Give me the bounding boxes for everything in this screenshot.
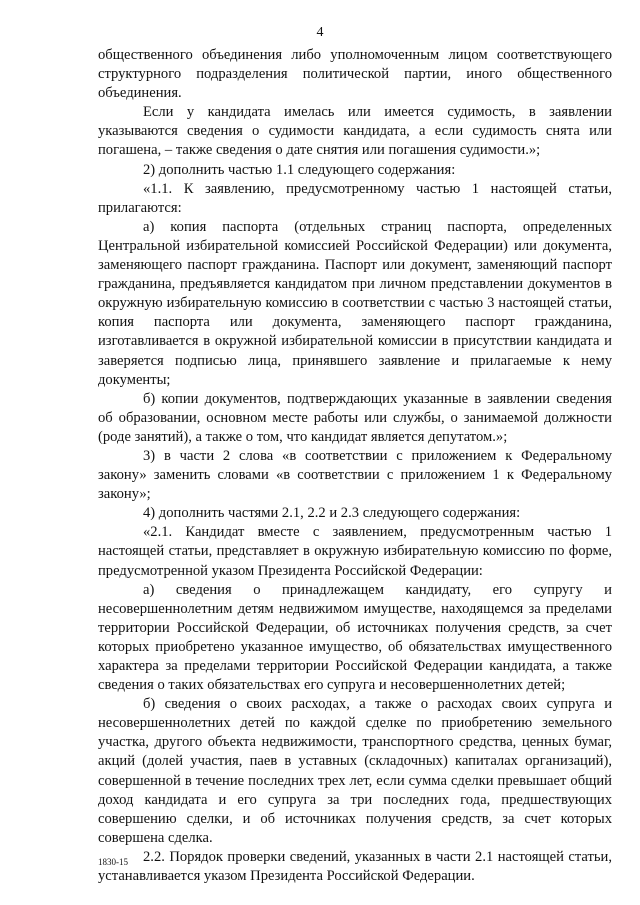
document-body — [98, 46, 612, 886]
paragraph: а) сведения о принадлежащем кандидату, его супругу и несовершеннолетним детям недвижимом имуществе, находящемся за пределами территории Российской Федерации, об источниках получения средств, за счет которых приобретено указанное имущество, об обязательствах имущественного характера за пределами территории Российской Федерации кандидата, а также сведения о таких обязательствах его супруга и несовершеннолетних детей; — [98, 581, 612, 694]
page-number: 4 — [316, 25, 324, 40]
paragraph: общественного объединения либо уполномоченным лицом соответствующего структурного подразделения политической партии, иного общественного объединения. — [98, 47, 612, 102]
paragraph: Если у кандидата имелась или имеется судимость, в заявлении указываются сведения о судимости кандидата, а если судимость снята или погашена, – также сведения о дате снятия или погашения судимости.»; — [98, 104, 612, 159]
paragraph: 4) дополнить частями 2.1, 2.2 и 2.3 следующего содержания: — [143, 505, 521, 522]
paragraph: б) копии документов, подтверждающих указанные в заявлении сведения об образовании, основном месте работы или службы, о занимаемой должности (роде занятий), а также о том, что кандидат является депутатом.»; — [98, 390, 612, 445]
footer-code: 1830-15 — [98, 857, 128, 867]
paragraph: «1.1. К заявлению, предусмотренному частью 1 настоящей статьи, прилагаются: — [98, 180, 612, 216]
paragraph: 2) дополнить частью 1.1 следующего содержания: — [143, 161, 456, 178]
paragraph: б) сведения о своих расходах, а также о расходах своих супруга и несовершеннолетних детей по каждой сделке по приобретению земельного участка, другого объекта недвижимости, транспортного средства, ценных бумаг, акций (долей участия, паев в уставных (складочных) капиталах организаций), совершенной в течение последних трех лет, если сумма сделки превышает общий доход кандидата и его супруга за три последних года, предшествующих совершению сделки, и об источниках получения средств, за счет которых совершена сделка. — [98, 696, 612, 846]
paragraph: «2.1. Кандидат вместе с заявлением, предусмотренным частью 1 настоящей статьи, представляет в окружную избирательную комиссию по форме, предусмотренной указом Президента Российской Федерации: — [98, 524, 612, 579]
paragraph: 2.2. Порядок проверки сведений, указанных в части 2.1 настоящей статьи, устанавливается указом Президента Российской Федерации. — [98, 848, 612, 885]
paragraph: 3) в части 2 слова «в соответствии с приложением к Федеральному закону» заменить словами «в соответствии с приложением 1 к Федеральному закону»; — [98, 447, 612, 503]
paragraph: а) копия паспорта (отдельных страниц паспорта, определенных Центральной избирательной комиссией Российской Федерации) или документа, заменяющего паспорт гражданина. Паспорт или документ, заменяющий паспорт гражданина, предъявляется кандидатом при личном представлении документов в окружную избирательную комиссию в соответствии с частью 3 настоящей статьи, копия паспорта или документа, заменяющего паспорт гражданина, изготавливается в окружной избирательной комиссии в присутствии кандидата и заверяется подписью лица, принявшего заявление и прилагаемые к нему документы; — [98, 218, 612, 388]
